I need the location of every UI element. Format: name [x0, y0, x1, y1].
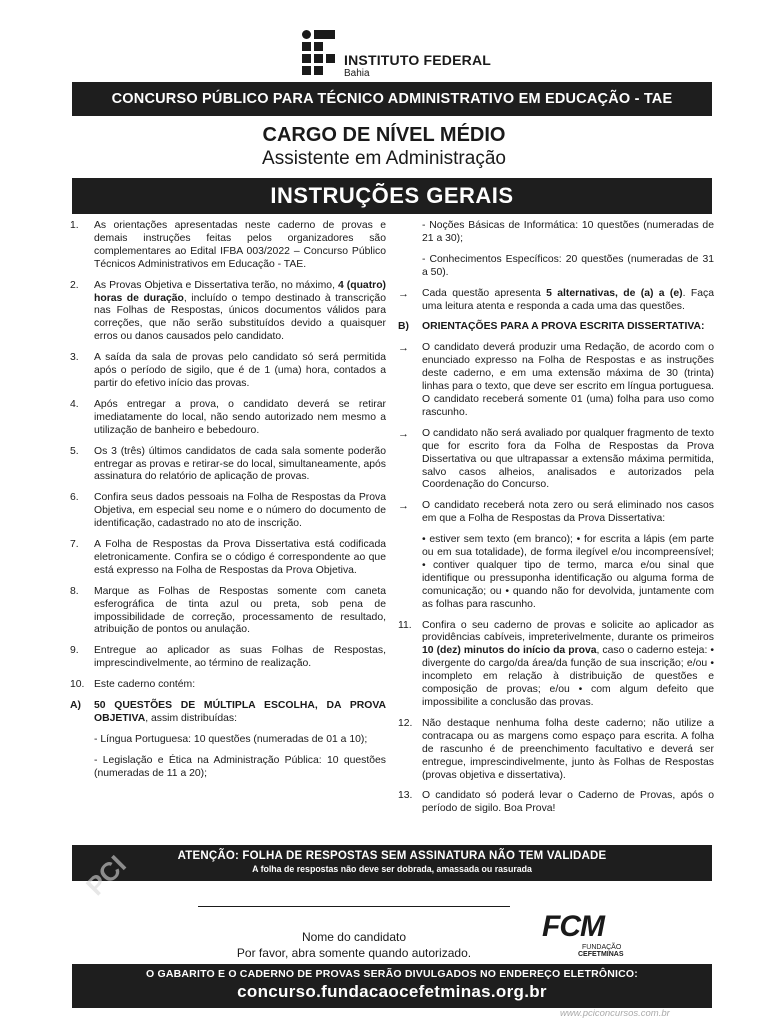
item-number: 10.	[70, 679, 85, 691]
instruction-item	[70, 679, 386, 692]
item-number: 6.	[70, 492, 79, 504]
cargo-position: Assistente em Administração	[262, 148, 506, 169]
arrow-right-icon: →	[398, 500, 409, 513]
subject-line: - Língua Portuguesa: 10 questões (numeradas de 01 a 10);	[94, 733, 368, 745]
footer-banner	[72, 964, 712, 1008]
item-number: 4.	[70, 398, 79, 410]
institution-name: INSTITUTO FEDERAL	[344, 52, 492, 68]
subject-line: - Conhecimentos Específicos: 20 questões (numeradas de 31 a 50).	[422, 253, 714, 278]
fcm-foundation-label: FUNDAÇÃO	[582, 944, 622, 951]
section-a-heading	[70, 700, 386, 726]
alt-bold: 5 alternativas, de (a) a (e)	[546, 287, 683, 299]
item-number: 7.	[70, 539, 79, 551]
instruction-item	[70, 220, 386, 272]
arrow-right-icon: →	[398, 287, 409, 300]
duration-bold: 4 (quatro) horas de duração	[94, 279, 386, 304]
item-number: 8.	[70, 585, 79, 597]
section-b-label: B)	[398, 321, 409, 333]
instruction-item	[70, 399, 386, 438]
item-number: 13.	[398, 790, 413, 802]
alternatives-note	[398, 288, 714, 314]
item-text: Os 3 (três) últimos candidatos de cada sala somente poderão entregar as provas e retirar-se do local, simultaneamente, após assinatura do relatório de aplicação de provas.	[94, 445, 386, 483]
signature-label: Nome do candidato	[301, 930, 407, 944]
item-text: Marque as Folhas de Respostas somente com caneta esferográfica de tinta azul ou preta, sob pena de impossibilidade de correção, processamento de resultado, atribuição de pontos ou anulação.	[94, 585, 386, 636]
fcm-letters: FCM	[542, 910, 604, 943]
section-b-heading	[398, 321, 714, 334]
arrow-right-icon: →	[398, 342, 409, 355]
item-text	[94, 280, 386, 345]
instruction-item	[70, 280, 386, 345]
item-text-pre: As Provas Objetiva e Dissertativa terão, no máximo,	[94, 279, 335, 291]
item-11-post: , caso o caderno esteja: • divergente do cargo/da área/da função de sua inscrição; e/ou • incompleto em relação à distribuição de questões e composição de provas; e/ou • com algum defeito que impossibilite a conclusão das provas.	[422, 645, 714, 708]
item-text: Entregue ao aplicador as suas Folhas de Respostas, imprescindivelmente, ao término de realização.	[94, 645, 386, 670]
watermark-url: www.pciconcursos.com.br	[560, 1008, 670, 1019]
item-number: 5.	[70, 445, 79, 457]
item-number: 9.	[70, 645, 79, 657]
footer-notice: O GABARITO E O CADERNO DE PROVAS SERÃO DIVULGADOS NO ENDEREÇO ELETRÔNICO:	[145, 968, 638, 980]
item-number: 12.	[398, 717, 413, 729]
item-text: O candidato deverá produzir uma Redação, de acordo com o enunciado expresso na Folha de Respostas e as instruções deste caderno, e em uma extensão máxima de 30 (trinta) linhas para o texto, que deve ser escrito em língua portuguesa. O candidato receberá somente 01 (uma) folha para uso como rascunho.	[422, 342, 714, 418]
item-text: Confira seus dados pessoais na Folha de Respostas da Prova Objetiva, em especial seu nome e o número do documento de identificação, cadastrado no ato de inscrição.	[94, 492, 386, 530]
instruction-item	[70, 645, 386, 671]
arrow-right-icon: →	[398, 427, 409, 440]
item-text: O candidato só poderá levar o Caderno de Provas, após o período de sigilo. Boa Prova!	[422, 790, 714, 815]
instruction-item	[70, 446, 386, 485]
item-text: A saída da sala de provas pelo candidato só será permitida após o período de sigilo, que é de 1 (uma) hora, contados a partir do efetivo início das provas.	[94, 352, 386, 389]
zero-conditions: • estiver sem texto (em branco); • for escrita a lápis (em parte ou em sua totalidade), de forma ilegível e/ou incompreensível; • contiver qualquer tipo de termo, marca e/ou sinal que identifique ou pressuponha identificação ou alguma forma de comunicação; ou • quando não for devolvida, juntamente com as folhas para rascunho.	[422, 534, 714, 610]
dissertation-item	[398, 428, 714, 493]
item-number: 3.	[70, 352, 79, 364]
item-text: Após entregar a prova, o candidato deverá se retirar imediatamente do local, não sendo autorizado nem mesmo a utilização de banheiro e bebedouro.	[94, 398, 386, 436]
item-number: 2.	[70, 279, 79, 291]
section-a-bold: 50 QUESTÕES DE MÚLTIPLA ESCOLHA, DA PROVA OBJETIVA	[94, 700, 386, 724]
item-text: As orientações apresentadas neste caderno de provas e demais instruções feitas pelos organizadores são complementares ao Edital IFBA 003/2022 – Concurso Público Técnicos Administrativos em Educação - TAE.	[94, 220, 386, 270]
item-11-bold: 10 (dez) minutos do início da prova	[422, 645, 597, 657]
item-11-pre: Confira o seu caderno de provas e solicite ao aplicador as providências cabíveis, impreterivelmente, durante os primeiros	[422, 619, 714, 644]
dissertation-item	[398, 500, 714, 526]
instruction-item	[70, 492, 386, 531]
instructions-right-column	[398, 220, 714, 824]
instruction-item	[398, 718, 714, 783]
item-text: O candidato não será avaliado por qualquer fragmento de texto que for escrito fora da Folha de Respostas da Prova Dissertativa ou que ultrapassar a extensão máxima permitida, salvo casos alheios, analisados e autorizados pela Coordenação do Concurso.	[422, 427, 714, 491]
attention-banner	[72, 845, 712, 881]
item-text	[422, 620, 714, 710]
watermark-diagonal: PCI	[80, 849, 132, 902]
instruction-item	[70, 352, 386, 391]
signature-line	[198, 906, 510, 907]
instruction-item	[398, 790, 714, 816]
subject-line: - Noções Básicas de Informática: 10 questões (numeradas de 21 a 30);	[422, 220, 714, 244]
section-title-banner: INSTRUÇÕES GERAIS	[72, 178, 712, 214]
item-text: Não destaque nenhuma folha deste caderno; não utilize a contracapa ou as margens como espaço para escrita. A folha de rascunho é de preenchimento facultativo e deverá ser entregue, imprescindivelmente, junto às Folhas de Respostas (provas objetiva e dissertativa).	[422, 717, 714, 781]
instruction-item	[70, 586, 386, 638]
attention-title: ATENÇÃO: FOLHA DE RESPOSTAS SEM ASSINATURA NÃO TEM VALIDADE	[177, 850, 607, 862]
item-text-post: , incluído o tempo destinado à transcrição nas Folhas de Respostas, únicos documentos válidos para correções, que não serão substituídos devido a quaisquer erros ou danos causados pelo candidato.	[94, 292, 386, 343]
item-number: 1.	[70, 220, 79, 231]
instituto-federal-logo	[302, 30, 502, 78]
instruction-item	[398, 620, 714, 710]
section-a-label: A)	[70, 700, 81, 712]
fcm-cefetminas-label: CEFETMINAS	[578, 951, 624, 958]
cargo-level: CARGO DE NÍVEL MÉDIO	[262, 124, 506, 146]
footer-url: concurso.fundacaocefetminas.org.br	[237, 982, 547, 1001]
item-number: 11.	[398, 619, 412, 631]
item-text: A Folha de Respostas da Prova Dissertativa está codificada eletronicamente. Confira se o código é correspondente ao que está expresso na Folha de Respostas da Prova Objetiva.	[94, 539, 386, 576]
contest-title-banner: CONCURSO PÚBLICO PARA TÉCNICO ADMINISTRATIVO EM EDUCAÇÃO - TAE	[72, 82, 712, 116]
open-note: Por favor, abra somente quando autorizado.	[236, 946, 472, 960]
item-text: Este caderno contém:	[94, 679, 196, 691]
instructions-left-column	[70, 220, 386, 789]
instruction-item	[70, 539, 386, 578]
alt-pre: Cada questão apresenta	[422, 287, 547, 299]
if-logo-grid-icon	[302, 30, 336, 76]
fcm-logo	[542, 912, 622, 962]
section-a-post: , assim distribuídas:	[145, 713, 238, 724]
alt-post: . Faça uma leitura atenta e responda a cada uma das questões.	[422, 287, 714, 312]
item-text: O candidato receberá nota zero ou será eliminado nos casos em que a Folha de Respostas da Prova Dissertativa:	[422, 500, 714, 525]
institution-campus: Bahia	[344, 68, 370, 79]
attention-subtitle: A folha de respostas não deve ser dobrada, amassada ou rasurada	[252, 864, 532, 874]
dissertation-item	[398, 342, 714, 419]
subject-line: - Legislação e Ética na Administração Pública: 10 questões (numeradas de 11 a 20);	[94, 754, 386, 779]
section-a-text	[94, 700, 386, 726]
section-b-title: ORIENTAÇÕES PARA A PROVA ESCRITA DISSERTATIVA:	[422, 321, 705, 333]
alternatives-text	[422, 288, 714, 314]
